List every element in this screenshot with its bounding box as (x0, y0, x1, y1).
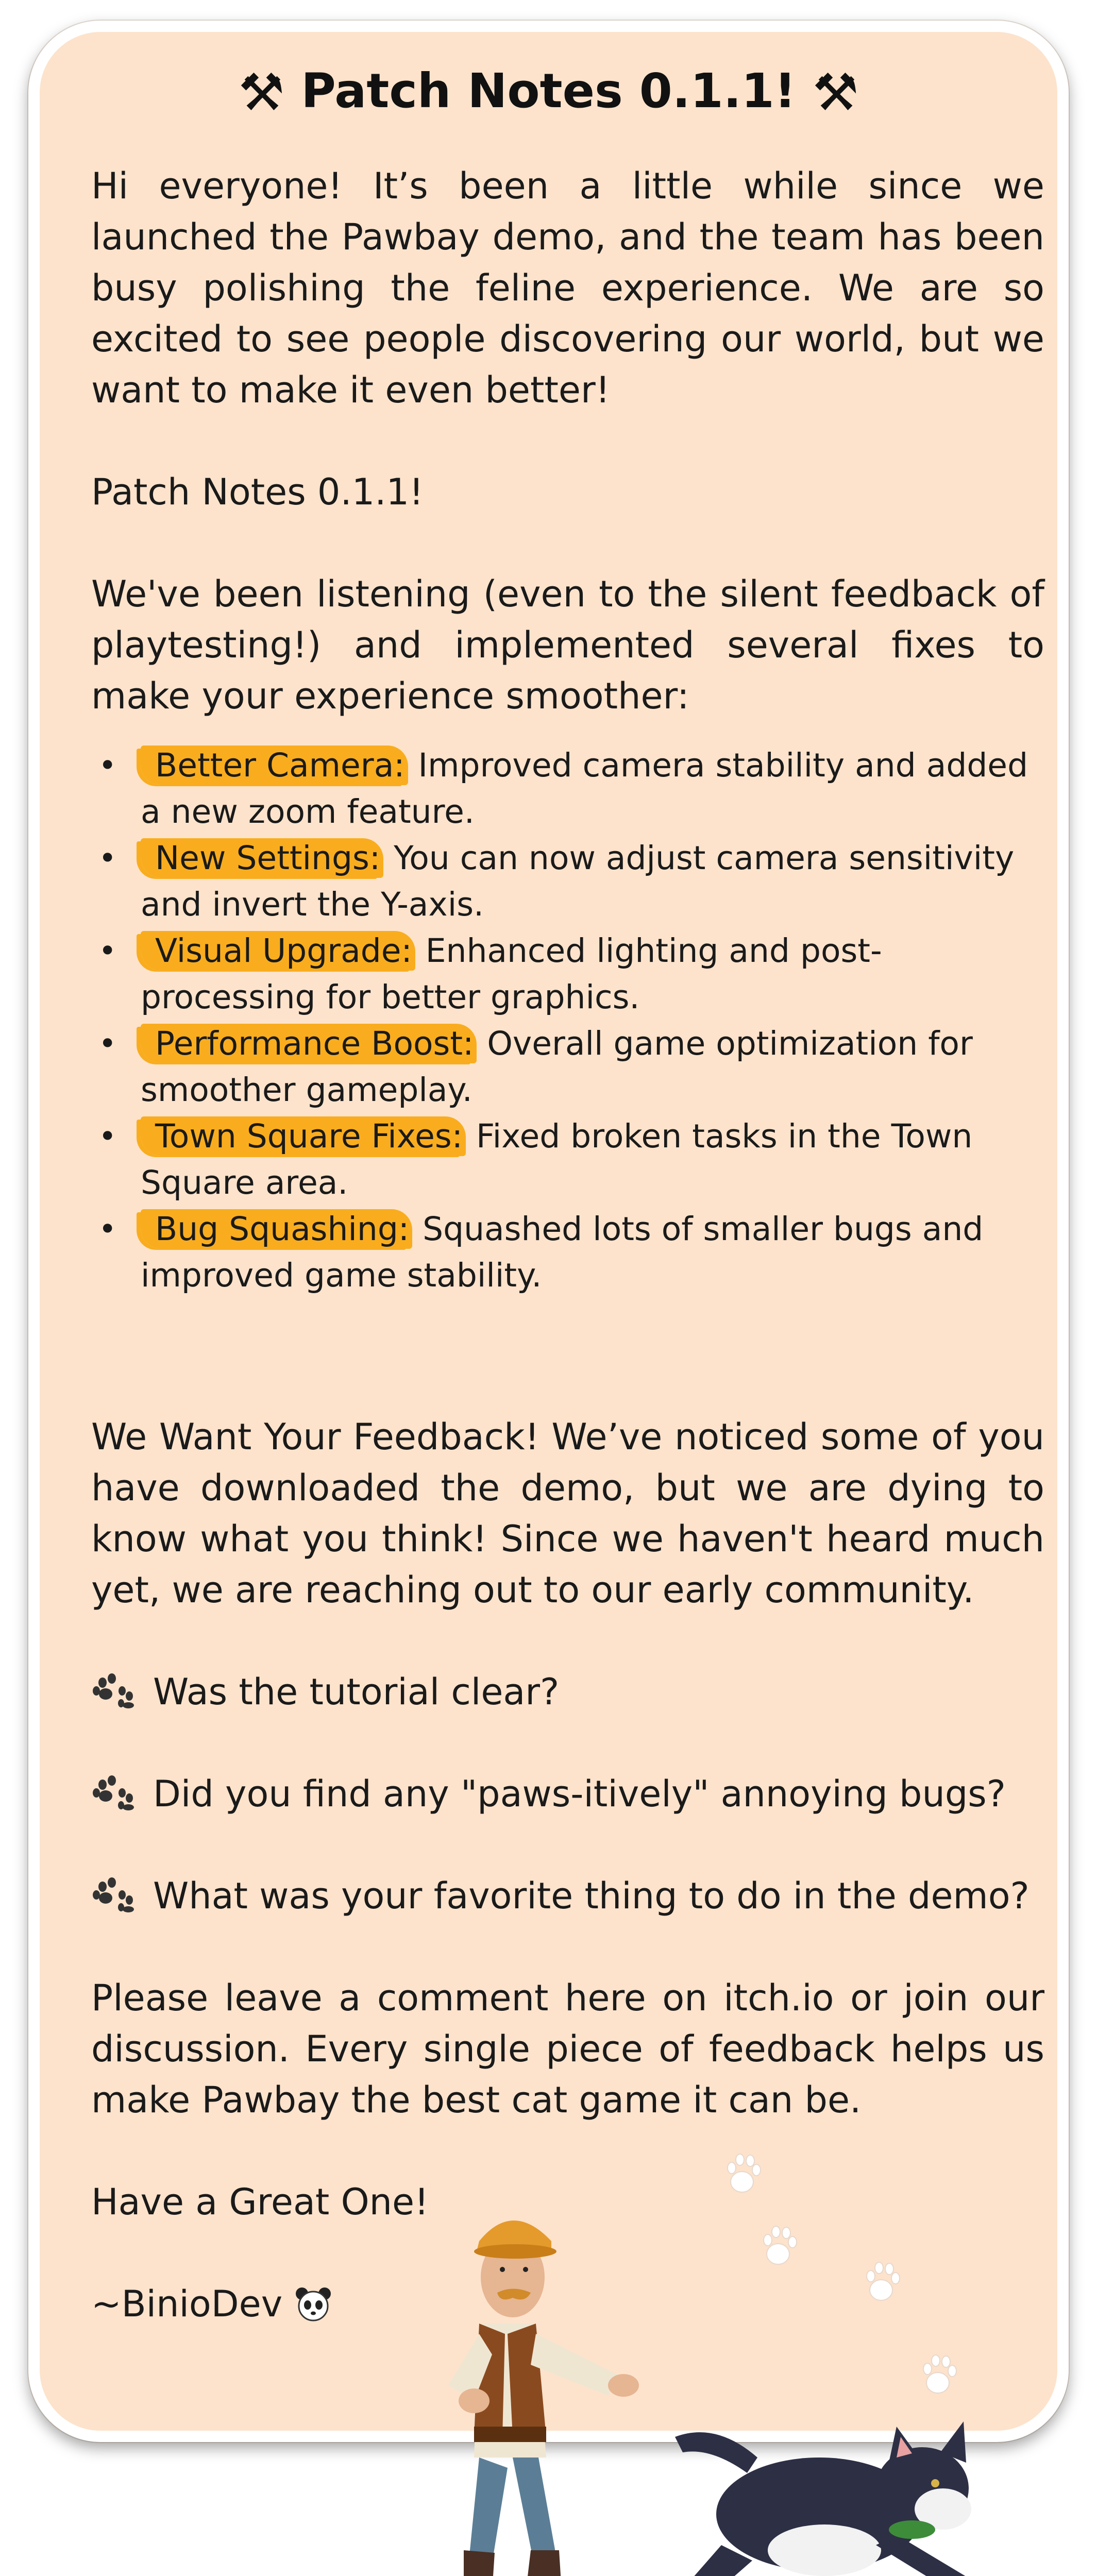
list-item: • Visual Upgrade: Enhanced lighting and post-processing for better graphics. (98, 932, 882, 1016)
signoff-text: Have a Great One! (91, 2181, 429, 2223)
listening-paragraph: We've been listening (even to the silent feedback of playtesting!) and implemented several fixes to make your experience smoother: (91, 573, 1044, 717)
intro-paragraph: Hi everyone! It’s been a little while since we launched the Pawbay demo, and the team has been busy polishing the feline experience. We are so excited to see people discovering our world, but we want to make it even better! (91, 165, 1044, 411)
patch-notes-heading: Patch Notes 0.1.1! (91, 471, 424, 513)
feedback-question: Was the tutorial clear? (91, 1667, 1044, 1718)
feedback-question: Did you find any "paws-itively" annoying bugs? (91, 1769, 1044, 1820)
signature: ~BinioDev (91, 2279, 1044, 2330)
paw-icon (91, 1774, 138, 1810)
note-text: Fixed broken tasks in the Town Square area. (141, 1117, 973, 1201)
list-item: • Better Camera: Improved camera stability and added a new zoom feature. (98, 747, 1028, 831)
list-item: • Town Square Fixes: Fixed broken tasks in the Town Square area. (98, 1117, 973, 1201)
paw-icon (91, 1876, 138, 1912)
hammer-and-pick-icon: ⚒ (238, 62, 285, 123)
note-label: New Settings: (141, 838, 383, 878)
patch-notes-list (91, 742, 1044, 1299)
feedback-question: What was your favorite thing to do in the demo? (91, 1871, 1044, 1922)
note-text: Enhanced lighting and post-processing for better graphics. (141, 932, 882, 1016)
patch-notes-card (28, 21, 1069, 2442)
list-item: • Bug Squashing: Squashed lots of smaller bugs and improved game stability. (98, 1210, 984, 1294)
note-label: Visual Upgrade: (141, 931, 415, 971)
note-text: Overall game optimization for smoother gameplay. (141, 1025, 973, 1109)
note-text: Improved camera stability and added a new zoom feature. (141, 747, 1028, 831)
note-label: Town Square Fixes: (141, 1116, 466, 1156)
paw-icon (91, 1672, 138, 1708)
note-label: Better Camera: (141, 745, 408, 785)
note-text: You can now adjust camera sensitivity and invert the Y-axis. (141, 839, 1015, 923)
hammer-and-pick-icon: ⚒ (812, 62, 859, 123)
page-title (40, 60, 1057, 124)
post-body (91, 161, 1044, 2330)
title-text: Patch Notes 0.1.1! (301, 63, 796, 118)
feedback-paragraph: We Want Your Feedback! We’ve noticed some of you have downloaded the demo, but we are dying to know what you think! Since we haven't heard much yet, we are reaching out to our early community. (91, 1416, 1044, 1611)
note-text: Squashed lots of smaller bugs and improved game stability. (141, 1210, 984, 1294)
paw-prints-decoration (711, 2148, 1000, 2437)
note-label: Performance Boost: (141, 1024, 477, 1063)
list-item: • Performance Boost: Overall game optimization for smoother gameplay. (98, 1025, 973, 1109)
note-label: Bug Squashing: (141, 1209, 412, 1249)
cat-illustration (654, 2416, 1046, 2576)
panda-icon (294, 2285, 333, 2321)
list-item: • New Settings: You can now adjust camera sensitivity and invert the Y-axis. (98, 839, 1015, 923)
outro-paragraph: Please leave a comment here on itch.io or join our discussion. Every single piece of feedback helps us make Pawbay the best cat game it can be. (91, 1977, 1044, 2121)
